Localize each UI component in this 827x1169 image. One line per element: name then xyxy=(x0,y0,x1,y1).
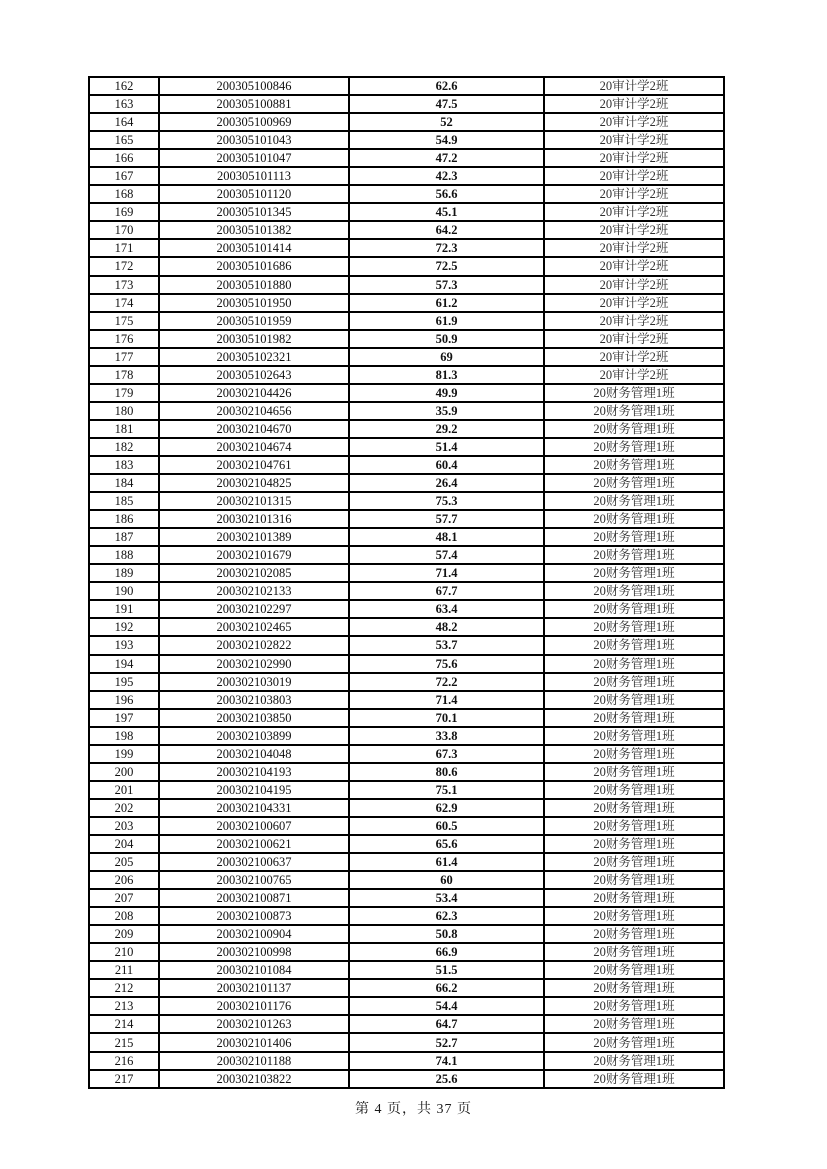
score-cell: 50.8 xyxy=(349,925,544,943)
student-id-cell: 200302100637 xyxy=(159,853,349,871)
student-id-cell: 200302101389 xyxy=(159,528,349,546)
score-cell: 42.3 xyxy=(349,167,544,185)
student-id-cell: 200302100873 xyxy=(159,907,349,925)
class-name-cell: 20财务管理1班 xyxy=(544,997,724,1015)
score-cell: 67.3 xyxy=(349,745,544,763)
score-cell: 61.2 xyxy=(349,294,544,312)
row-number-cell: 201 xyxy=(89,781,159,799)
score-cell: 60 xyxy=(349,871,544,889)
table-row xyxy=(89,582,724,600)
student-id-cell: 200302101263 xyxy=(159,1015,349,1033)
row-number-cell: 191 xyxy=(89,600,159,618)
row-number-cell: 172 xyxy=(89,257,159,275)
student-id-cell: 200305101414 xyxy=(159,239,349,257)
score-cell: 57.4 xyxy=(349,546,544,564)
class-name-cell: 20财务管理1班 xyxy=(544,1033,724,1051)
class-name-cell: 20审计学2班 xyxy=(544,294,724,312)
row-number-cell: 211 xyxy=(89,961,159,979)
table-row xyxy=(89,1015,724,1033)
table-row xyxy=(89,149,724,167)
table-row xyxy=(89,456,724,474)
student-id-cell: 200305101382 xyxy=(159,221,349,239)
class-name-cell: 20财务管理1班 xyxy=(544,528,724,546)
row-number-cell: 209 xyxy=(89,925,159,943)
student-id-cell: 200302102133 xyxy=(159,582,349,600)
class-name-cell: 20财务管理1班 xyxy=(544,438,724,456)
score-cell: 75.3 xyxy=(349,492,544,510)
row-number-cell: 179 xyxy=(89,384,159,402)
student-id-cell: 200302100621 xyxy=(159,835,349,853)
table-row xyxy=(89,943,724,961)
student-id-cell: 200302100871 xyxy=(159,889,349,907)
table-row xyxy=(89,673,724,691)
row-number-cell: 207 xyxy=(89,889,159,907)
row-number-cell: 203 xyxy=(89,817,159,835)
student-id-cell: 200302101679 xyxy=(159,546,349,564)
row-number-cell: 213 xyxy=(89,997,159,1015)
score-cell: 52.7 xyxy=(349,1033,544,1051)
class-name-cell: 20财务管理1班 xyxy=(544,691,724,709)
row-number-cell: 198 xyxy=(89,727,159,745)
score-cell: 60.4 xyxy=(349,456,544,474)
class-name-cell: 20财务管理1班 xyxy=(544,979,724,997)
row-number-cell: 182 xyxy=(89,438,159,456)
score-cell: 50.9 xyxy=(349,330,544,348)
row-number-cell: 214 xyxy=(89,1015,159,1033)
class-name-cell: 20审计学2班 xyxy=(544,257,724,275)
table-row xyxy=(89,366,724,384)
row-number-cell: 200 xyxy=(89,763,159,781)
class-name-cell: 20财务管理1班 xyxy=(544,889,724,907)
student-id-cell: 200302103850 xyxy=(159,709,349,727)
student-id-cell: 200302103803 xyxy=(159,691,349,709)
table-row xyxy=(89,799,724,817)
student-id-cell: 200305101959 xyxy=(159,312,349,330)
table-row xyxy=(89,853,724,871)
table-row xyxy=(89,330,724,348)
class-name-cell: 20财务管理1班 xyxy=(544,618,724,636)
class-name-cell: 20财务管理1班 xyxy=(544,907,724,925)
table-row xyxy=(89,384,724,402)
table-row xyxy=(89,438,724,456)
table-row xyxy=(89,997,724,1015)
class-name-cell: 20财务管理1班 xyxy=(544,799,724,817)
row-number-cell: 192 xyxy=(89,618,159,636)
table-row xyxy=(89,294,724,312)
student-id-cell: 200302104825 xyxy=(159,474,349,492)
score-cell: 63.4 xyxy=(349,600,544,618)
table-row xyxy=(89,925,724,943)
score-cell: 60.5 xyxy=(349,817,544,835)
table-row xyxy=(89,348,724,366)
grades-table-body xyxy=(89,77,724,1088)
class-name-cell: 20财务管理1班 xyxy=(544,745,724,763)
score-cell: 57.3 xyxy=(349,276,544,294)
row-number-cell: 212 xyxy=(89,979,159,997)
student-id-cell: 200305101047 xyxy=(159,149,349,167)
student-id-cell: 200302104674 xyxy=(159,438,349,456)
table-row xyxy=(89,745,724,763)
row-number-cell: 204 xyxy=(89,835,159,853)
table-row xyxy=(89,95,724,113)
table-row xyxy=(89,564,724,582)
student-id-cell: 200302104670 xyxy=(159,420,349,438)
class-name-cell: 20审计学2班 xyxy=(544,239,724,257)
table-row xyxy=(89,113,724,131)
score-cell: 67.7 xyxy=(349,582,544,600)
score-cell: 54.4 xyxy=(349,997,544,1015)
table-row xyxy=(89,1033,724,1051)
class-name-cell: 20财务管理1班 xyxy=(544,474,724,492)
table-row xyxy=(89,203,724,221)
row-number-cell: 189 xyxy=(89,564,159,582)
class-name-cell: 20审计学2班 xyxy=(544,330,724,348)
score-cell: 49.9 xyxy=(349,384,544,402)
row-number-cell: 167 xyxy=(89,167,159,185)
table-row xyxy=(89,257,724,275)
table-row xyxy=(89,961,724,979)
table-row xyxy=(89,618,724,636)
table-row xyxy=(89,691,724,709)
class-name-cell: 20审计学2班 xyxy=(544,312,724,330)
score-cell: 66.2 xyxy=(349,979,544,997)
table-row xyxy=(89,546,724,564)
table-row xyxy=(89,835,724,853)
table-row xyxy=(89,600,724,618)
row-number-cell: 174 xyxy=(89,294,159,312)
row-number-cell: 185 xyxy=(89,492,159,510)
row-number-cell: 164 xyxy=(89,113,159,131)
score-cell: 65.6 xyxy=(349,835,544,853)
row-number-cell: 162 xyxy=(89,77,159,95)
table-row xyxy=(89,907,724,925)
class-name-cell: 20财务管理1班 xyxy=(544,709,724,727)
table-row xyxy=(89,185,724,203)
class-name-cell: 20审计学2班 xyxy=(544,131,724,149)
row-number-cell: 183 xyxy=(89,456,159,474)
student-id-cell: 200305102643 xyxy=(159,366,349,384)
table-row xyxy=(89,420,724,438)
student-id-cell: 200302100765 xyxy=(159,871,349,889)
row-number-cell: 177 xyxy=(89,348,159,366)
class-name-cell: 20财务管理1班 xyxy=(544,853,724,871)
score-cell: 71.4 xyxy=(349,564,544,582)
row-number-cell: 202 xyxy=(89,799,159,817)
class-name-cell: 20财务管理1班 xyxy=(544,943,724,961)
score-cell: 72.2 xyxy=(349,673,544,691)
score-cell: 69 xyxy=(349,348,544,366)
student-id-cell: 200302102990 xyxy=(159,655,349,673)
page-footer xyxy=(0,1098,827,1118)
score-cell: 33.8 xyxy=(349,727,544,745)
student-id-cell: 200302104195 xyxy=(159,781,349,799)
student-id-cell: 200302101137 xyxy=(159,979,349,997)
score-cell: 72.5 xyxy=(349,257,544,275)
score-cell: 52 xyxy=(349,113,544,131)
score-cell: 29.2 xyxy=(349,420,544,438)
student-id-cell: 200302100607 xyxy=(159,817,349,835)
class-name-cell: 20审计学2班 xyxy=(544,276,724,294)
table-row xyxy=(89,636,724,654)
score-cell: 48.1 xyxy=(349,528,544,546)
table-row xyxy=(89,474,724,492)
table-row xyxy=(89,276,724,294)
class-name-cell: 20审计学2班 xyxy=(544,348,724,366)
class-name-cell: 20审计学2班 xyxy=(544,113,724,131)
score-cell: 64.7 xyxy=(349,1015,544,1033)
row-number-cell: 184 xyxy=(89,474,159,492)
class-name-cell: 20审计学2班 xyxy=(544,366,724,384)
class-name-cell: 20财务管理1班 xyxy=(544,546,724,564)
table-row xyxy=(89,889,724,907)
score-cell: 62.9 xyxy=(349,799,544,817)
class-name-cell: 20审计学2班 xyxy=(544,167,724,185)
row-number-cell: 173 xyxy=(89,276,159,294)
class-name-cell: 20财务管理1班 xyxy=(544,781,724,799)
student-id-cell: 200305101043 xyxy=(159,131,349,149)
row-number-cell: 216 xyxy=(89,1052,159,1070)
row-number-cell: 206 xyxy=(89,871,159,889)
row-number-cell: 176 xyxy=(89,330,159,348)
class-name-cell: 20财务管理1班 xyxy=(544,564,724,582)
table-row xyxy=(89,709,724,727)
grades-table xyxy=(88,76,725,1089)
class-name-cell: 20财务管理1班 xyxy=(544,492,724,510)
student-id-cell: 200302102085 xyxy=(159,564,349,582)
class-name-cell: 20财务管理1班 xyxy=(544,636,724,654)
class-name-cell: 20财务管理1班 xyxy=(544,727,724,745)
row-number-cell: 170 xyxy=(89,221,159,239)
class-name-cell: 20财务管理1班 xyxy=(544,384,724,402)
row-number-cell: 178 xyxy=(89,366,159,384)
table-row xyxy=(89,781,724,799)
student-id-cell: 200302101176 xyxy=(159,997,349,1015)
student-id-cell: 200302104656 xyxy=(159,402,349,420)
score-cell: 71.4 xyxy=(349,691,544,709)
score-cell: 57.7 xyxy=(349,510,544,528)
row-number-cell: 217 xyxy=(89,1070,159,1088)
row-number-cell: 215 xyxy=(89,1033,159,1051)
table-row xyxy=(89,131,724,149)
score-cell: 53.7 xyxy=(349,636,544,654)
row-number-cell: 180 xyxy=(89,402,159,420)
student-id-cell: 200302102465 xyxy=(159,618,349,636)
student-id-cell: 200302104426 xyxy=(159,384,349,402)
row-number-cell: 196 xyxy=(89,691,159,709)
score-cell: 54.9 xyxy=(349,131,544,149)
score-cell: 62.6 xyxy=(349,77,544,95)
student-id-cell: 200302101316 xyxy=(159,510,349,528)
score-cell: 48.2 xyxy=(349,618,544,636)
student-id-cell: 200305101120 xyxy=(159,185,349,203)
table-row xyxy=(89,221,724,239)
row-number-cell: 163 xyxy=(89,95,159,113)
class-name-cell: 20财务管理1班 xyxy=(544,763,724,781)
score-cell: 35.9 xyxy=(349,402,544,420)
class-name-cell: 20审计学2班 xyxy=(544,203,724,221)
student-id-cell: 200302104331 xyxy=(159,799,349,817)
score-cell: 75.6 xyxy=(349,655,544,673)
table-row xyxy=(89,77,724,95)
score-cell: 51.4 xyxy=(349,438,544,456)
class-name-cell: 20财务管理1班 xyxy=(544,402,724,420)
student-id-cell: 200305101345 xyxy=(159,203,349,221)
student-id-cell: 200302101084 xyxy=(159,961,349,979)
score-cell: 74.1 xyxy=(349,1052,544,1070)
student-id-cell: 200302101188 xyxy=(159,1052,349,1070)
student-id-cell: 200302103822 xyxy=(159,1070,349,1088)
class-name-cell: 20审计学2班 xyxy=(544,77,724,95)
score-cell: 47.5 xyxy=(349,95,544,113)
class-name-cell: 20财务管理1班 xyxy=(544,510,724,528)
page-number-text: 第 4 页，共 37 页 xyxy=(355,1102,472,1117)
student-id-cell: 200302103899 xyxy=(159,727,349,745)
student-id-cell: 200302104761 xyxy=(159,456,349,474)
class-name-cell: 20审计学2班 xyxy=(544,185,724,203)
class-name-cell: 20财务管理1班 xyxy=(544,655,724,673)
row-number-cell: 194 xyxy=(89,655,159,673)
class-name-cell: 20财务管理1班 xyxy=(544,673,724,691)
student-id-cell: 200305101950 xyxy=(159,294,349,312)
score-cell: 51.5 xyxy=(349,961,544,979)
student-id-cell: 200305101113 xyxy=(159,167,349,185)
row-number-cell: 168 xyxy=(89,185,159,203)
row-number-cell: 186 xyxy=(89,510,159,528)
table-row xyxy=(89,492,724,510)
table-row xyxy=(89,1052,724,1070)
row-number-cell: 187 xyxy=(89,528,159,546)
table-row xyxy=(89,979,724,997)
student-id-cell: 200302104193 xyxy=(159,763,349,781)
score-cell: 81.3 xyxy=(349,366,544,384)
class-name-cell: 20审计学2班 xyxy=(544,95,724,113)
student-id-cell: 200302101315 xyxy=(159,492,349,510)
table-row xyxy=(89,510,724,528)
row-number-cell: 166 xyxy=(89,149,159,167)
class-name-cell: 20财务管理1班 xyxy=(544,420,724,438)
class-name-cell: 20财务管理1班 xyxy=(544,600,724,618)
table-row xyxy=(89,167,724,185)
score-cell: 53.4 xyxy=(349,889,544,907)
score-cell: 64.2 xyxy=(349,221,544,239)
class-name-cell: 20财务管理1班 xyxy=(544,961,724,979)
class-name-cell: 20审计学2班 xyxy=(544,149,724,167)
class-name-cell: 20财务管理1班 xyxy=(544,1015,724,1033)
score-cell: 62.3 xyxy=(349,907,544,925)
row-number-cell: 165 xyxy=(89,131,159,149)
student-id-cell: 200302104048 xyxy=(159,745,349,763)
student-id-cell: 200305102321 xyxy=(159,348,349,366)
row-number-cell: 169 xyxy=(89,203,159,221)
student-id-cell: 200305101982 xyxy=(159,330,349,348)
student-id-cell: 200302102297 xyxy=(159,600,349,618)
row-number-cell: 181 xyxy=(89,420,159,438)
row-number-cell: 193 xyxy=(89,636,159,654)
student-id-cell: 200302103019 xyxy=(159,673,349,691)
student-id-cell: 200305100969 xyxy=(159,113,349,131)
class-name-cell: 20财务管理1班 xyxy=(544,817,724,835)
student-id-cell: 200305101686 xyxy=(159,257,349,275)
student-id-cell: 200302100998 xyxy=(159,943,349,961)
score-cell: 56.6 xyxy=(349,185,544,203)
table-row xyxy=(89,402,724,420)
table-row xyxy=(89,817,724,835)
score-cell: 47.2 xyxy=(349,149,544,167)
table-row xyxy=(89,871,724,889)
class-name-cell: 20财务管理1班 xyxy=(544,456,724,474)
score-cell: 61.9 xyxy=(349,312,544,330)
score-cell: 75.1 xyxy=(349,781,544,799)
student-id-cell: 200302100904 xyxy=(159,925,349,943)
class-name-cell: 20财务管理1班 xyxy=(544,871,724,889)
student-id-cell: 200305100846 xyxy=(159,77,349,95)
table-row xyxy=(89,727,724,745)
class-name-cell: 20财务管理1班 xyxy=(544,835,724,853)
table-row xyxy=(89,1070,724,1088)
class-name-cell: 20财务管理1班 xyxy=(544,925,724,943)
class-name-cell: 20财务管理1班 xyxy=(544,582,724,600)
row-number-cell: 208 xyxy=(89,907,159,925)
score-cell: 25.6 xyxy=(349,1070,544,1088)
student-id-cell: 200302101406 xyxy=(159,1033,349,1051)
student-id-cell: 200305100881 xyxy=(159,95,349,113)
student-id-cell: 200302102822 xyxy=(159,636,349,654)
score-cell: 61.4 xyxy=(349,853,544,871)
row-number-cell: 190 xyxy=(89,582,159,600)
row-number-cell: 188 xyxy=(89,546,159,564)
row-number-cell: 171 xyxy=(89,239,159,257)
score-cell: 72.3 xyxy=(349,239,544,257)
table-row xyxy=(89,655,724,673)
score-cell: 26.4 xyxy=(349,474,544,492)
table-row xyxy=(89,239,724,257)
row-number-cell: 205 xyxy=(89,853,159,871)
class-name-cell: 20审计学2班 xyxy=(544,221,724,239)
class-name-cell: 20财务管理1班 xyxy=(544,1070,724,1088)
score-cell: 45.1 xyxy=(349,203,544,221)
row-number-cell: 210 xyxy=(89,943,159,961)
table-row xyxy=(89,312,724,330)
score-cell: 66.9 xyxy=(349,943,544,961)
row-number-cell: 197 xyxy=(89,709,159,727)
class-name-cell: 20财务管理1班 xyxy=(544,1052,724,1070)
score-cell: 80.6 xyxy=(349,763,544,781)
row-number-cell: 199 xyxy=(89,745,159,763)
table-row xyxy=(89,528,724,546)
table-row xyxy=(89,763,724,781)
score-cell: 70.1 xyxy=(349,709,544,727)
row-number-cell: 175 xyxy=(89,312,159,330)
student-id-cell: 200305101880 xyxy=(159,276,349,294)
row-number-cell: 195 xyxy=(89,673,159,691)
